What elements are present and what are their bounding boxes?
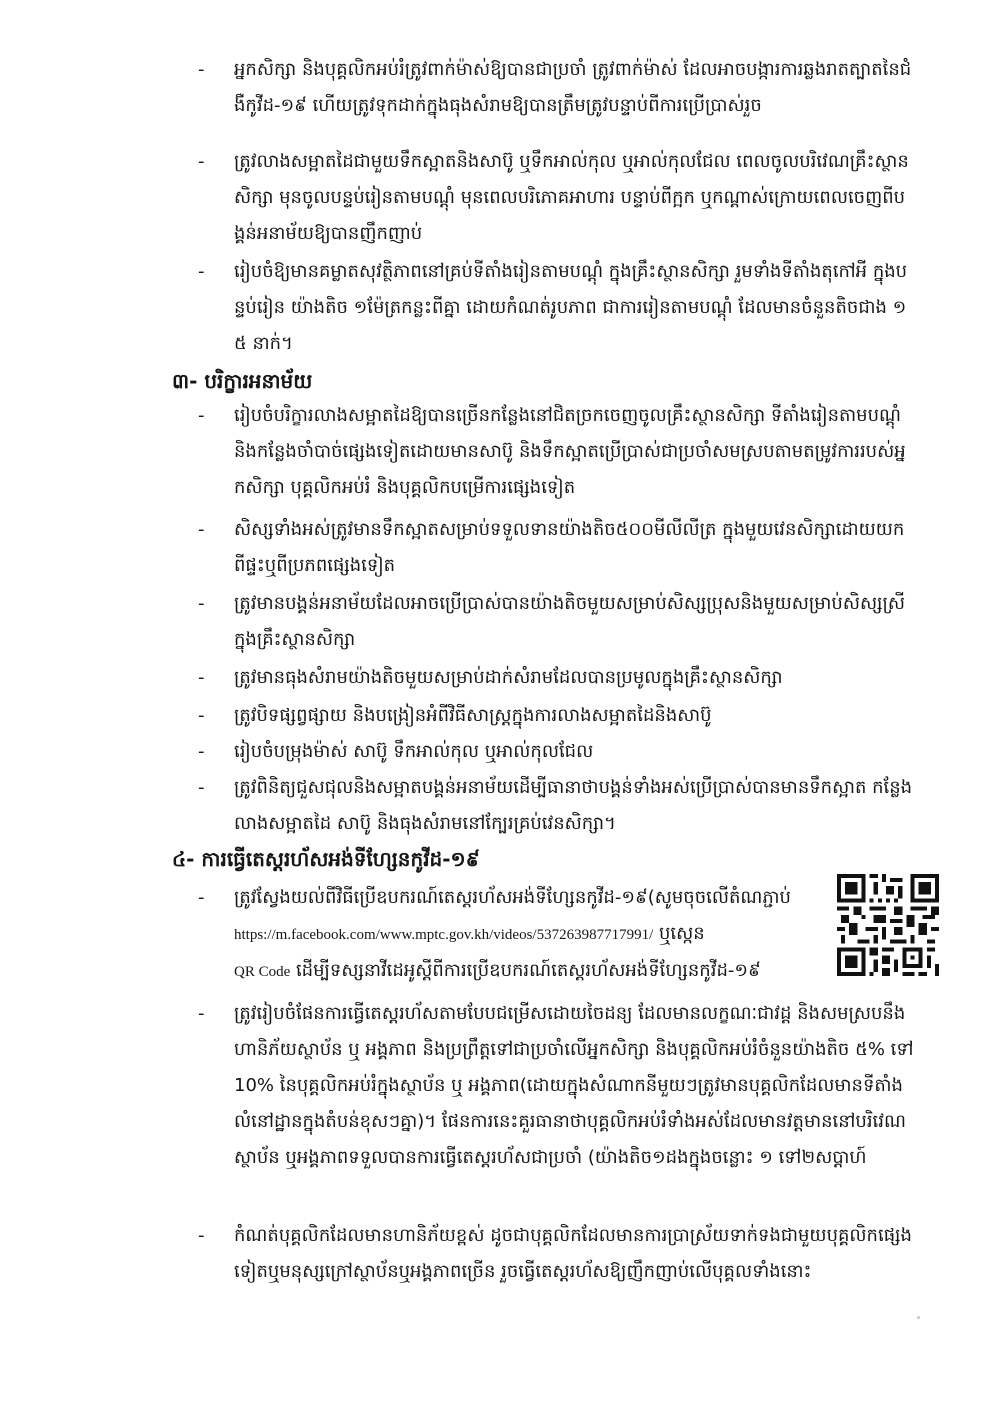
video-description-text: ដើម្បីទស្សនាវីដេអូស្ដីពីការប្រើឧបករណ៍តេស្តរហ័សអង់ទីហ្សែនកូវីដ-១៩ (290, 960, 761, 981)
list-item (200, 770, 915, 842)
list-item (200, 880, 800, 988)
test-instruction-text: ត្រូវស្វែងយល់ពីវិធីប្រើឧបករណ៍តេស្តរហ័សអង់ទីហ្សែនកូវីដ-១៩(សូមចុចលើតំណភ្ជាប់ (234, 887, 791, 908)
list-item (200, 512, 915, 584)
list-item (200, 734, 915, 770)
list-item (200, 52, 915, 124)
list-item-text: រៀបចំបរិក្ខារលាងសម្អាតដៃឱ្យបានច្រើនកន្លែងនៅជិតច្រកចេញចូលគ្រឹះស្ថានសិក្សា ទីតាំងរៀនតាមបណ្ដុំ និងកន្លែងចាំបាច់ផ្សេងទៀតដោយមានសាប៊ូ និងទឹកស្អាតប្រើប្រាស់ជាប្រចាំសមស្របតាមតម្រូវការរបស់អ្នកសិក្សា បុគ្គលិកអប់រំ និងបុគ្គលិកបម្រើការផ្សេងទៀត (234, 405, 906, 498)
bullet-dash: - (198, 741, 205, 762)
bullet-dash: - (198, 405, 205, 426)
list-item-text (234, 880, 800, 990)
video-link[interactable]: https://m.facebook.com/www.mptc.gov.kh/videos/537263987717991/ (234, 927, 654, 943)
list-item-text: ត្រូវលាងសម្អាតដៃជាមួយទឹកស្អាតនិងសាប៊ូ ឬទឹកអាល់កុល ឬអាល់កុលជែល ពេលចូលបរិវេណគ្រឹះស្ថានសិក្សា មុនចូលបន្ទប់រៀនតាមបណ្ដុំ មុនពេលបរិភោគអាហារ បន្ទាប់ពីក្អក ឬកណ្ដាស់ក្រោយពេលចេញពីបង្គន់អនាម័យឱ្យបានញឹកញាប់ (234, 151, 909, 244)
bullet-dash: - (198, 151, 205, 172)
list-item-text: សិស្សទាំងអស់ត្រូវមានទឹកស្អាតសម្រាប់ទទួលទានយ៉ាងតិច៥០០មីលីលីត្រ ក្នុងមួយវេនសិក្សាដោយយកពីផ្ទះឬពីប្រភពផ្សេងទៀត (234, 519, 905, 576)
list-item (200, 254, 915, 362)
list-item-text: រៀបចំបម្រុងម៉ាស់ សាប៊ូ ទឹកអាល់កុល ឬអាល់កុលជែល (234, 741, 594, 762)
bullet-dash: - (198, 1225, 205, 1246)
section-heading: ៣- បរិក្ខារអនាម័យ (172, 369, 313, 393)
scan-speck (917, 1316, 920, 1319)
bullet-dash: - (198, 705, 205, 726)
list-item-text: ត្រូវពិនិត្យជួសជុលនិងសម្អាតបង្គន់អនាម័យដើម្បីធានាថាបង្គន់ទាំងអស់ប្រើប្រាស់បានមានទឹកស្អាត កន្លែងលាងសម្អាតដៃ សាប៊ូ និងធុងសំរាមនៅក្បែរគ្រប់វេនសិក្សា។ (234, 777, 913, 834)
section-heading: ៤- ការធ្វើតេស្តរហ័សអង់ទីហ្សែនកូវីដ-១៩ (172, 847, 480, 871)
scan-text: ឬស្កេន (653, 923, 705, 944)
list-item (200, 660, 915, 696)
bullet-dash: - (198, 59, 205, 80)
list-item (200, 698, 915, 734)
list-item-text: ត្រូវបិទផ្សព្វផ្សាយ និងបង្រៀនអំពីវិធីសាស្ត្រក្នុងការលាងសម្អាតដៃនិងសាប៊ូ (234, 705, 712, 726)
list-item-text: រៀបចំឱ្យមានគម្លាតសុវត្ថិភាពនៅគ្រប់ទីតាំងរៀនតាមបណ្ដុំ ក្នុងគ្រឹះស្ថានសិក្សា រួមទាំងទីតាំងតុកៅអី ក្នុងបន្ទប់រៀន យ៉ាងតិច ១ម៉ែត្រកន្លះពីគ្នា ដោយកំណត់រូបភាព ជាការរៀនតាមបណ្ដុំ ដែលមានចំនួនតិចជាង ១៥ នាក់។ (234, 261, 908, 354)
bullet-dash: - (198, 667, 205, 688)
bullet-dash: - (198, 887, 205, 908)
list-item (200, 1218, 915, 1326)
list-item (200, 586, 915, 658)
list-item (200, 996, 915, 1212)
bullet-dash: - (198, 1003, 205, 1024)
list-item (200, 144, 915, 252)
qr-code-image[interactable] (837, 874, 939, 976)
list-item-text: ត្រូវរៀបចំផែនការធ្វើតេស្តរហ័សតាមបែបជម្រើសដោយចៃដន្យ ដែលមានលក្ខណៈជាវដ្ត និងសមស្របនឹងហានិភ័យស្ថាប័ន ឬ អង្គភាព និងប្រព្រឹត្តទៅជាប្រចាំលើអ្នកសិក្សា និងបុគ្គលិកអប់រំចំនួនយ៉ាងតិច ៥% ទៅ 10% នៃបុគ្គលិកអប់រំក្នុងស្ថាប័ន ឬ អង្គភាព(ដោយក្នុងសំណាកនីមួយៗត្រូវមានបុគ្គលិកដែលមានទីតាំងលំនៅដ្ឋានក្នុងតំបន់ខុសៗគ្នា)។ ផែនការនេះគួរធានាថាបុគ្គលិកអប់រំទាំងអស់ដែលមានវត្តមាននៅបរិវេណស្ថាប័ន ឬអង្គភាពទទួលបានការធ្វើតេស្តរហ័សជាប្រចាំ (យ៉ាងតិច១ដងក្នុងចន្លោះ ១ ទៅ២សប្ដាហ៍ (234, 1003, 914, 1168)
list-item (200, 398, 915, 506)
list-item-text: ត្រូវមានបង្គន់អនាម័យដែលអាចប្រើប្រាស់បានយ៉ាងតិចមួយសម្រាប់សិស្សប្រុសនិងមួយសម្រាប់សិស្សស្រីក្នុងគ្រឹះស្ថានសិក្សា (234, 593, 905, 650)
bullet-dash: - (198, 593, 205, 614)
bullet-dash: - (198, 777, 205, 798)
qr-code-label: QR Code (234, 964, 291, 980)
bullet-dash: - (198, 519, 205, 540)
bullet-dash: - (198, 261, 205, 282)
list-item-text: កំណត់បុគ្គលិកដែលមានហានិភ័យខ្ពស់ ដូចជាបុគ្គលិកដែលមានការប្រាស្រ័យទាក់ទងជាមួយបុគ្គលិកផ្សេងទៀតឬមនុស្សក្រៅស្ថាប័នឬអង្គភាពច្រើន រួចធ្វើតេស្តរហ័សឱ្យញឹកញាប់លើបុគ្គលទាំងនោះ (234, 1225, 912, 1282)
list-item-text: ត្រូវមានធុងសំរាមយ៉ាងតិចមួយសម្រាប់ដាក់សំរាមដែលបានប្រមូលក្នុងគ្រឹះស្ថានសិក្សា (234, 667, 783, 688)
list-item-text: អ្នកសិក្សា និងបុគ្គលិកអប់រំត្រូវពាក់ម៉ាស់ឱ្យបានជាប្រចាំ ត្រូវពាក់ម៉ាស់ ដែលអាចបង្ការការឆ្លងរាតត្បាតនៃជំងឺកូវីដ-១៩ ហើយត្រូវទុកដាក់ក្នុងធុងសំរាមឱ្យបានត្រឹមត្រូវបន្ទាប់ពីការប្រើប្រាស់រួច (234, 59, 912, 116)
